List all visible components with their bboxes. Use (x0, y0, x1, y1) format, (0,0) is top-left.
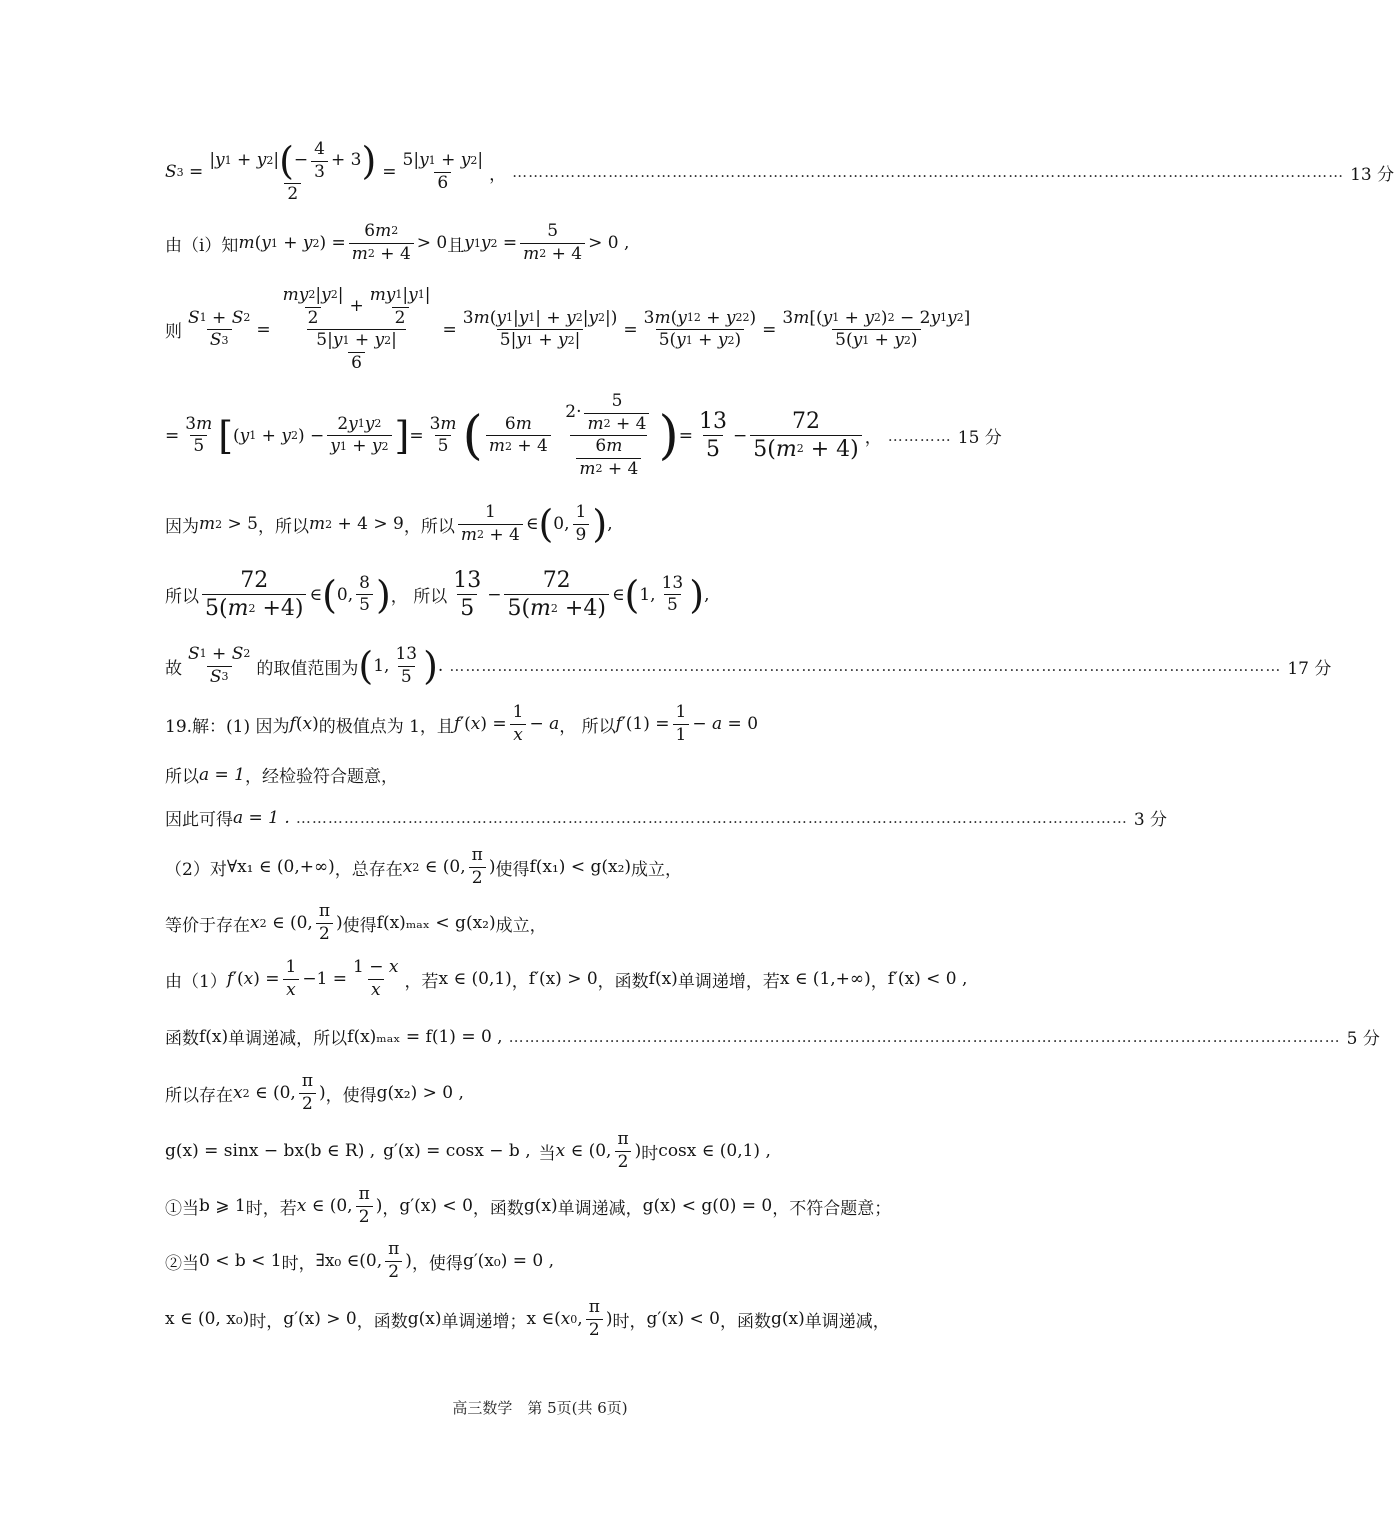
equiv-text: 等价于存在 (165, 915, 250, 936)
conclude-text: 故 (165, 658, 182, 679)
p2-text-3: 使得 (495, 859, 530, 880)
gdef-expr: g(x) = sinx − bx(b ∈ R) , (165, 1141, 376, 1162)
page-footer: 高三数学 第 5页(共 6页) (452, 1399, 628, 1417)
case2-text-3: ，使得 (411, 1253, 463, 1274)
equiv-text-3: 成立， (495, 915, 547, 936)
mono-expr-4: x ∈ (526, 1309, 555, 1330)
case1-expr-3: g′(x) < 0 (399, 1196, 473, 1217)
from1-expr-3: f′(x) > 0 (528, 969, 598, 990)
mono-expr-2: g′(x) > 0 (283, 1309, 357, 1330)
s3-line: S 3 = | y 1 + y 2 | ( − $\frac{4}{3}$ + 3 ) 2 = 5| y 1 + y 2 | 6 ， ………………………………………………………………………………………………………………………………………… 13 分 (165, 139, 1394, 205)
case1-text-5: 单调递减， (557, 1198, 643, 1219)
then-prefix: 则 (165, 322, 182, 343)
equiv-expr: f(x)ₘₐₓ < g(x₂) (376, 913, 496, 934)
exists-text: 所以存在 (165, 1085, 233, 1106)
case2-expr-2: ∃x₀ ∈ (315, 1251, 360, 1272)
from1-expr-4: f(x) (648, 969, 678, 990)
exists-line: 所以存在 x 2 ∈ (0, $\frac{\pi}{2}$ ) ，使得 g(x₂) > 0 , (165, 1071, 464, 1114)
case1-line: ①当 b ⩾ 1 时，若 x ∈ (0, $\frac{\pi}{2}$ ) ， g′(x) < 0 ，函数 g(x) 单调递减， g(x) < g(0) = 0 ，不符合题意； (165, 1184, 892, 1227)
mono-expr-5: g′(x) < 0 (646, 1309, 720, 1330)
score-5: 5 分 (1346, 1029, 1380, 1049)
p2-line: （2）对 ∀x₁ ∈ (0,+∞) ，总存在 x 2 ∈ (0, $\frac{\pi}{2}$ ) 使得 f(x₁) < g(x₂) 成立， (165, 845, 683, 888)
mono-text-5: ，函数 (720, 1311, 771, 1332)
equiv-line: 等价于存在 x 2 ∈ (0, $\frac{\pi}{2}$ ) 使得 f(x)ₘₐₓ < g(x₂) 成立， (165, 901, 547, 944)
mono-text-6: 单调递减， (804, 1311, 890, 1332)
leader-dots: ………………………………………………………………………………………………………………………………………… (295, 808, 1128, 827)
from1-text-5: 单调递增，若 (677, 971, 780, 992)
case2-expr: 0 < b < 1 (199, 1251, 282, 1272)
so-text-2: ， 所以 (390, 587, 448, 608)
so-text: 所以 (165, 587, 199, 608)
leader-dots: ………………………………………………………………………………………………………………………………………… (449, 657, 1282, 676)
mono-text-4: 时， (612, 1311, 647, 1332)
p2-text-2: ，总存在 (334, 859, 403, 880)
score-13: 13 分 (1350, 164, 1394, 185)
mono-text: 时， (249, 1311, 284, 1332)
conclude-line: 故 S 1 + S 2 S 3 的取值范围为 ( 1, $\frac{13}{5}$ ) . ………………………………………………………………………………………………………………………………………… 17 分 (165, 644, 1332, 689)
from1-expr-2: x ∈ (0,1) (438, 969, 512, 990)
case1-text: ①当 (165, 1198, 199, 1219)
from1-expr-5: x ∈ (1,+∞) (779, 969, 871, 990)
conclude-text-2: 的取值范围为 (256, 658, 359, 679)
gdef-text: 当 (538, 1143, 556, 1164)
case1-expr-5: g(x) < g(0) = 0 (642, 1196, 773, 1217)
because-text: 因为 (165, 516, 199, 537)
dec-text-2: 单调递减，所以 (228, 1029, 348, 1049)
case1-expr-4: g(x) (523, 1196, 558, 1217)
case2-expr-3: g′(x₀) = 0 , (462, 1251, 555, 1272)
gdef-text-2: 时 (641, 1143, 659, 1164)
a1b-text: 因此可得 (165, 810, 233, 830)
exists-text-2: ，使得 (325, 1085, 377, 1106)
because-text-2: ，所以 (258, 516, 309, 537)
ratio-line: 则 S 1 + S 2 S 3 = my 2 | y 2 | 2 + my 1 | y 1 | 2 5| y 1 + y 2 | 6 = 3 m ( y 1 | y 1 | + y 2 | y 2 |) 5| y 1 + y 2 | = 3 m ( y 1 2 + y 2 2 ) 5( y 1 + y 2 ) = 3 m [( y 1 + y 2 ) 2 − 2 y 1 y 2 ] 5( y 1 + y 2 ) (165, 285, 971, 373)
mono-expr-3: g(x) (407, 1309, 442, 1330)
because-line: 因为 m 2 > 5 ，所以 m 2 + 4 > 9 ，所以 1 m 2 + 4 ∈ ( 0, $\frac{1}{9}$ ) , (165, 502, 613, 547)
from1-text-3: ， (511, 971, 529, 992)
score-15: 15 分 (957, 428, 1002, 449)
dec-expr-2: f(x)ₘₐₓ = f(1) = 0 , (347, 1026, 503, 1047)
dec-expr: f(x) (199, 1026, 229, 1047)
gdef-expr-3: cosx ∈ (0,1) , (658, 1141, 771, 1162)
case2-line: ②当 0 < b < 1 时， ∃x₀ ∈ (0, $\frac{\pi}{2}$ ) ，使得 g′(x₀) = 0 , (165, 1239, 555, 1282)
mono-expr: x ∈ (0, x₀) (165, 1309, 250, 1330)
mono-text-3: 单调递增； (441, 1311, 527, 1332)
leader-dots: ………………………………………………………………………………………………………………………………………… (512, 163, 1345, 182)
from1-line: 由（1） f ′( x ) = $\frac{1}{x}$ −1 = 1 − x x ，若 x ∈ (0,1) ， f′(x) > 0 ，函数 f(x) 单调递增，若 x ∈ (1,+∞) ， f′(x) < 0 , (165, 957, 968, 1000)
leader-dots: ………… (887, 426, 952, 445)
q19-text-2: ， 所以 (559, 716, 616, 737)
score-17: 17 分 (1287, 658, 1332, 679)
because-text-3: ，所以 (403, 516, 455, 537)
mono-text-2: ，函数 (356, 1311, 408, 1332)
score-3: 3 分 (1133, 810, 1168, 830)
exists-expr: g(x₂) > 0 , (376, 1083, 464, 1104)
mono-line: x ∈ (0, x₀) 时， g′(x) > 0 ，函数 g(x) 单调递增； x ∈ ( x 0 , $\frac{\pi}{2}$ ) 时， g′(x) < 0 ，函数 g(x) 单调递减， (165, 1297, 890, 1340)
leader-dots: ………………………………………………………………………………………………………………………………………… (508, 1027, 1341, 1046)
p2-text: （2）对 (165, 859, 227, 880)
from-i-line: 由（i）知 m ( y 1 + y 2 ) = 6 m 2 m 2 + 4 > 0 且 y 1 y 2 = 5 m 2 + 4 > 0 , (165, 221, 630, 264)
a1-eq: a = 1 (199, 764, 246, 785)
mono-expr-6: g(x) (771, 1309, 805, 1330)
q19-text: 的极值点为 1，且 (318, 716, 454, 737)
from-i-prefix: 由（i）知 (165, 235, 239, 256)
equiv-text-2: 使得 (342, 915, 377, 936)
gdef-line: g(x) = sinx − bx(b ∈ R) , g′(x) = cosx − b , 当 x ∈ (0, $\frac{\pi}{2}$ ) 时 cosx ∈ (0,1) , (165, 1129, 771, 1172)
from1-text-6: ， (870, 971, 888, 992)
a1-text: 所以 (165, 767, 199, 787)
p2-text-4: 成立， (631, 859, 683, 880)
from1-text-4: ，函数 (597, 971, 649, 992)
gdef-expr-2: g′(x) = cosx − b , (383, 1141, 531, 1162)
case1-text-4: ，函数 (472, 1198, 524, 1219)
case1-text-2: 时，若 (245, 1198, 297, 1219)
q19-line: 19.解：(1) 因为 f ( x ) 的极值点为 1，且 f ′( x ) = $\frac{1}{x}$ − a ， 所以 f ′(1) = $\frac{1}{1}$ − a = 0 (165, 702, 759, 745)
from1-text: 由（1） (165, 971, 227, 992)
a1b-line (165, 805, 1168, 830)
p2-expr: ∀x₁ ∈ (0,+∞) (226, 857, 335, 878)
a1b-eq: a = 1 . (233, 807, 290, 828)
a1-line (165, 762, 910, 787)
case1-text-3: ， (382, 1198, 400, 1219)
so-line: 所以 72 5( m 2 +4) ∈ ( 0, $\frac{8}{5}$ ) ， 所以 $\frac{13}{5}$ − 72 5( m 2 +4) ∈ ( 1, $\frac{13}{5}$ ) , (165, 568, 710, 622)
from-i-connector: 且 (447, 235, 465, 256)
from1-text-2: ，若 (404, 971, 439, 992)
case1-expr: b ⩾ 1 (199, 1196, 246, 1217)
dec-text: 函数 (165, 1029, 199, 1049)
case2-text-2: 时， (281, 1253, 316, 1274)
a1-rest: ，经检验符合题意， (245, 767, 399, 787)
case2-text: ②当 (165, 1253, 199, 1274)
case1-text-6: ，不符合题意； (772, 1198, 892, 1219)
from1-expr-6: f′(x) < 0 , (887, 969, 968, 990)
p2-expr-3: f(x₁) < g(x₂) (529, 857, 632, 878)
dec-line (165, 1024, 1380, 1049)
result15-line: = 3 m 5 [ ( y 1 + y 2 ) − 2 y 1 y 2 y 1 + y 2 ] = 3 m 5 ( 6 m m 2 + 4 2· 5 m 2 + 4 6 m m 2 + 4 ) = $\frac{13}{5}$ − 72 5( m 2 + 4) ， ………… 15 分 (165, 391, 1002, 479)
q19-lead: 19.解：(1) 因为 (165, 716, 290, 737)
